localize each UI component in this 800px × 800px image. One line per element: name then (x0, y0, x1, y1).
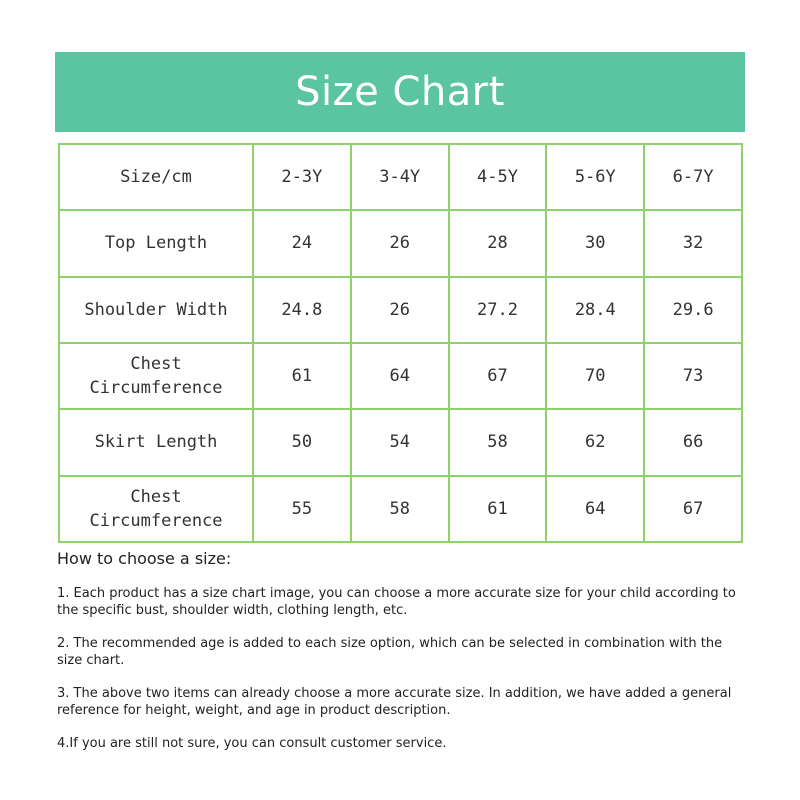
table-cell: 28 (449, 210, 547, 276)
page-title: Size Chart (295, 69, 505, 115)
table-cell: 67 (644, 476, 742, 542)
table-header-row (59, 144, 742, 210)
table-cell: 64 (546, 476, 644, 542)
table-cell: 66 (644, 409, 742, 475)
table-cell: 26 (351, 210, 449, 276)
table-cell: 28.4 (546, 277, 644, 343)
table-cell: 24.8 (253, 277, 351, 343)
size-table (58, 143, 743, 543)
table-header-cell: 6-7Y (644, 144, 742, 210)
row-label: Skirt Length (59, 409, 253, 475)
title-banner (55, 52, 745, 132)
table-row (59, 476, 742, 542)
table-cell: 58 (351, 476, 449, 542)
size-guide-item: 4.If you are still not sure, you can consult customer service. (57, 736, 447, 751)
table-row (59, 343, 742, 409)
table-cell: 26 (351, 277, 449, 343)
size-guide-heading: How to choose a size: (57, 549, 232, 568)
table-header-cell: 5-6Y (546, 144, 644, 210)
table-cell: 24 (253, 210, 351, 276)
table-cell: 55 (253, 476, 351, 542)
row-label: Top Length (59, 210, 253, 276)
table-cell: 30 (546, 210, 644, 276)
table-cell: 27.2 (449, 277, 547, 343)
table-cell: 61 (449, 476, 547, 542)
table-row (59, 409, 742, 475)
row-label: Chest Circumference (59, 476, 253, 542)
table-header-cell: 4-5Y (449, 144, 547, 210)
table-cell: 64 (351, 343, 449, 409)
row-label: Shoulder Width (59, 277, 253, 343)
size-guide-item: 3. The above two items can already choose a more accurate size. In addition, we have added a general reference for height, weight, and age in product description. (57, 686, 732, 718)
row-label: Chest Circumference (59, 343, 253, 409)
table-cell: 54 (351, 409, 449, 475)
table-cell: 62 (546, 409, 644, 475)
table-cell: 70 (546, 343, 644, 409)
table-cell: 32 (644, 210, 742, 276)
table-cell: 67 (449, 343, 547, 409)
table-cell: 58 (449, 409, 547, 475)
table-header-cell: Size/cm (59, 144, 253, 210)
table-cell: 29.6 (644, 277, 742, 343)
size-guide (57, 548, 747, 768)
table-cell: 61 (253, 343, 351, 409)
table-row (59, 210, 742, 276)
table-header-cell: 2-3Y (253, 144, 351, 210)
size-guide-item: 1. Each product has a size chart image, you can choose a more accurate size for your child according to the specific bust, shoulder width, clothing length, etc. (57, 586, 736, 618)
table-header-cell: 3-4Y (351, 144, 449, 210)
table-cell: 50 (253, 409, 351, 475)
table-cell: 73 (644, 343, 742, 409)
table-row (59, 277, 742, 343)
size-guide-item: 2. The recommended age is added to each size option, which can be selected in combination with the size chart. (57, 636, 723, 668)
